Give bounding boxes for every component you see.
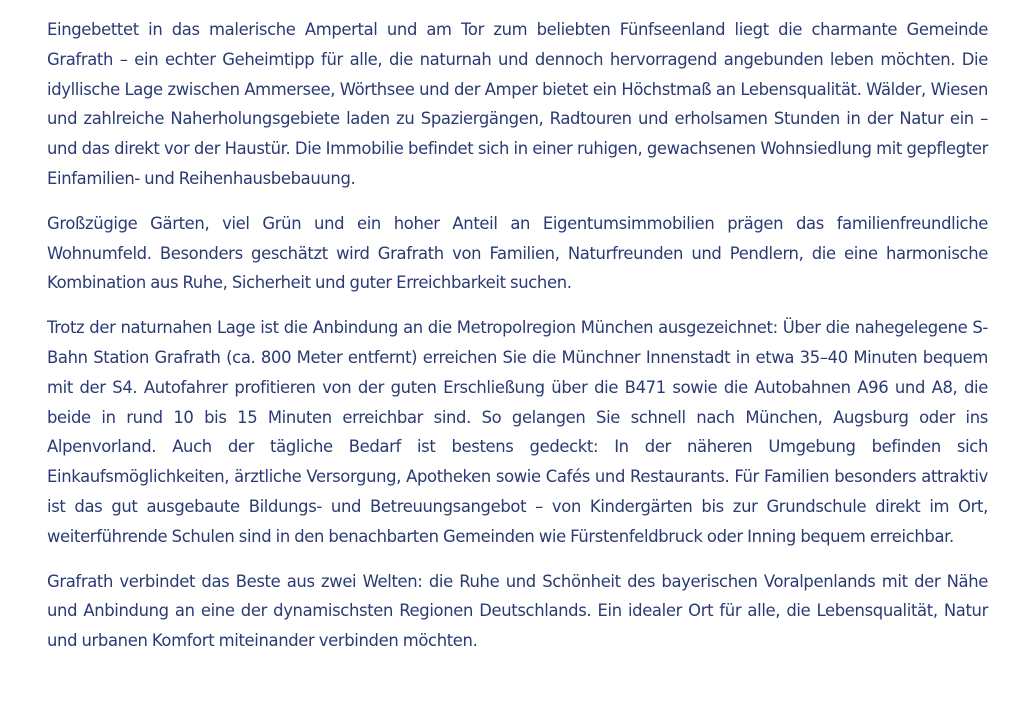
- paragraph-neighborhood: Großzügige Gärten, viel Grün und ein hoher Anteil an Eigentumsimmobilien prägen das familienfreundliche Wohnumfeld. Besonders geschätzt wird Grafrath von Familien, Naturfreunden und Pendlern, die eine harmonische Kombination aus Ruhe, Sicherheit und guter Erreichbarkeit suchen.: [47, 213, 988, 293]
- paragraph-intro: Eingebettet in das malerische Ampertal und am Tor zum beliebten Fünfseenland liegt die charmante Gemeinde Grafrath – ein echter Geheimtipp für alle, die naturnah und dennoch hervorragend angebunden leben möchten. Die idyllische Lage zwischen Ammersee, Wörthsee und der Amper bietet ein Höchstmaß an Lebensqualität. Wälder, Wiesen und zahlreiche Naherholungsgebiete laden zu Spaziergängen, Radtouren und erholsamen Stunden in der Natur ein – und das direkt vor der Haustür. Die Immobilie befindet sich in einer ruhigen, gewachsenen Wohnsiedlung mit gepflegter Einfamilien- und Reihenhausbebauung.: [47, 20, 988, 188]
- location-description: [47, 15, 988, 656]
- paragraph-transport-infrastructure: Trotz der naturnahen Lage ist die Anbindung an die Metropolregion München ausgezeichnet: Über die nahegelegene S-Bahn Station Grafrath (ca. 800 Meter entfernt) erreichen Sie die Münchner Innenstadt in etwa 35–40 Minuten bequem mit der S4. Autofahrer profitieren von der guten Erschließung über die B471 sowie die Autobahnen A96 und A8, die beide in rund 10 bis 15 Minuten erreichbar sind. So gelangen Sie schnell nach München, Augsburg oder ins Alpenvorland. Auch der tägliche Bedarf ist bestens gedeckt: In der näheren Umgebung befinden sich Einkaufsmöglichkeiten, ärztliche Versorgung, Apotheken sowie Cafés und Restaurants. Für Familien besonders attraktiv ist das gut ausgebaute Bildungs- und Betreuungsangebot – von Kindergärten bis zur Grundschule direkt im Ort, weiterführende Schulen sind in den benachbarten Gemeinden wie Fürstenfeldbruck oder Inning bequem erreichbar.: [47, 318, 988, 546]
- paragraph-summary: Grafrath verbindet das Beste aus zwei Welten: die Ruhe und Schönheit des bayerischen Voralpenlands mit der Nähe und Anbindung an eine der dynamischsten Regionen Deutschlands. Ein idealer Ort für alle, die Lebensqualität, Natur und urbanen Komfort miteinander verbinden möchten.: [47, 571, 988, 651]
